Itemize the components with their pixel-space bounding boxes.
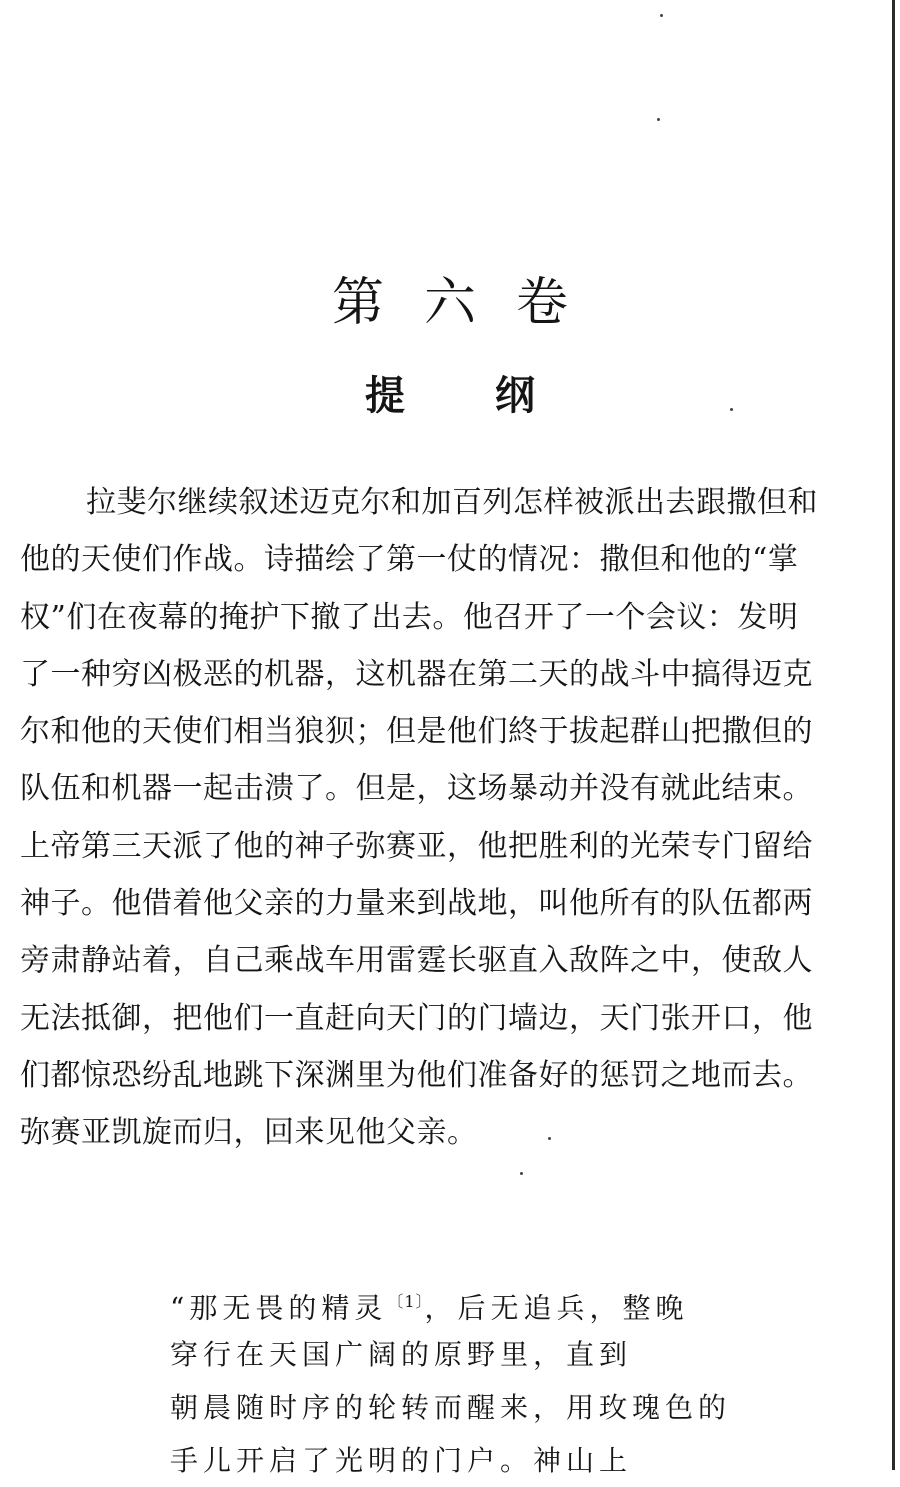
print-speck xyxy=(657,118,660,121)
synopsis-line: 上帝第三天派了他的神子弥赛亚，他把胜利的光荣专门留给 xyxy=(20,828,813,864)
print-speck xyxy=(520,1172,523,1175)
poem-text: ，后无追兵，整晚 xyxy=(424,1291,689,1325)
synopsis-line: 了一种穷凶极恶的机器，这机器在第二天的战斗中搞得迈克 xyxy=(20,656,813,692)
synopsis-line: 拉斐尔继续叙述迈克尔和加百列怎样被派出去跟撒但和 xyxy=(86,485,818,520)
synopsis-line: 们都惊恐纷乱地跳下深渊里为他们准备好的惩罚之地而去。 xyxy=(20,1057,813,1093)
poem-line xyxy=(170,1275,850,1328)
synopsis-line: 队伍和机器一起击溃了。但是，这场暴动并没有就此结束。 xyxy=(20,771,813,807)
synopsis-paragraph xyxy=(20,474,892,1162)
synopsis-line: 神子。他借着他父亲的力量来到战地，叫他所有的队伍都两 xyxy=(20,886,813,922)
print-speck xyxy=(660,14,663,17)
synopsis-line: 无法抵御，把他们一直赶向天门的门墙边，天门张开口，他 xyxy=(20,1000,813,1036)
footnote-marker[interactable]: 〔1〕 xyxy=(387,1292,425,1311)
poem-line: 手儿开启了光明的门户。神山上 xyxy=(170,1444,633,1477)
poem-excerpt xyxy=(170,1275,850,1487)
synopsis-line: 权”们在夜幕的掩护下撤了出去。他召开了一个会议：发明 xyxy=(20,599,799,635)
volume-title: 第六卷 xyxy=(331,273,608,333)
synopsis-line: 旁肃静站着，自己乘战车用雷霆长驱直入敌阵之中，使敌人 xyxy=(20,943,813,979)
poem-text: “那无畏的精灵 xyxy=(170,1291,388,1325)
page-edge-rule xyxy=(892,0,895,1470)
poem-line: 穿行在天国广阔的原野里，直到 xyxy=(170,1338,633,1371)
poem-line: 朝晨随时序的轮转而醒来，用玫瑰色的 xyxy=(170,1391,732,1424)
synopsis-line: 他的天使们作战。诗描绘了第一仗的情况：撒但和他的“掌 xyxy=(20,542,799,578)
synopsis-title: 提纲 xyxy=(365,372,625,419)
synopsis-line: 弥赛亚凯旋而归，回来见他父亲。 xyxy=(20,1115,478,1151)
synopsis-line: 尔和他的天使们相当狼狈；但是他们終于拔起群山把撒但的 xyxy=(20,714,813,750)
